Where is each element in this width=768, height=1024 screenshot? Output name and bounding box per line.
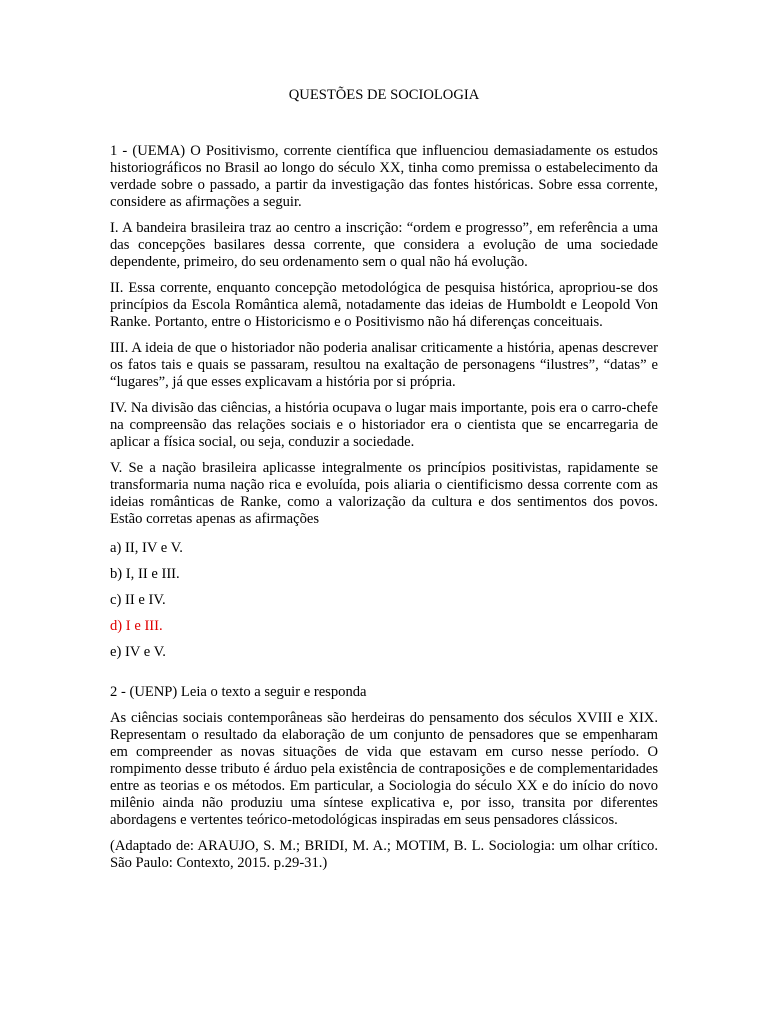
- option-c: c) II e IV.: [110, 592, 166, 608]
- statement-ii: II. Essa corrente, enquanto concepção metodológica de pesquisa histórica, apropriou-se dos princípios da Escola Romântica alemã, notadamente das ideias de Humboldt e Leopold Von Ranke. Portanto, entre o Historicismo e o Positivismo não há diferenças conceituais.: [110, 280, 658, 330]
- question-2: [110, 684, 658, 872]
- question-1: [110, 143, 658, 661]
- statement-v: V. Se a nação brasileira aplicasse integralmente os princípios positivistas, rapidamente se transformaria numa nação rica e evoluída, pois aliaria o cientificismo dessa corrente com as ideias românticas de Ranke, como a valorização da cultura e dos sentimentos dos povos. Estão corretas apenas as afirmações: [110, 460, 658, 527]
- option-a: a) II, IV e V.: [110, 540, 183, 556]
- option-b: b) I, II e III.: [110, 566, 180, 582]
- question-2-source: (Adaptado de: ARAUJO, S. M.; BRIDI, M. A.; MOTIM, B. L. Sociologia: um olhar crítico. São Paulo: Contexto, 2015. p.29-31.): [110, 838, 658, 871]
- question-2-text: As ciências sociais contemporâneas são herdeiras do pensamento dos séculos XVIII e XIX. Representam o resultado da elaboração de um conjunto de pensadores que se empenharam em compreender as novas situações de vida que estavam em curso nesse período. O rompimento desse tributo é árduo pela existência de contraposições e de complementaridades entre as teorias e os métodos. Em particular, a Sociologia do século XX e do início do novo milênio ainda não produziu uma síntese explicativa e, por isso, transita por diferentes abordagens e vertentes teórico-metodológicas inspiradas em seus pensadores clássicos.: [110, 710, 658, 828]
- document-title: QUESTÕES DE SOCIOLOGIA: [288, 87, 480, 103]
- document-page: [110, 87, 658, 881]
- statement-iii: III. A ideia de que o historiador não poderia analisar criticamente a história, apenas descrever os fatos tais e quais se passaram, resultou na exaltação de personagens “ilustres”, “datas” e “lugares”, já que esses explicavam a história por si própria.: [110, 340, 658, 390]
- question-2-intro: 2 - (UENP) Leia o texto a seguir e responda: [110, 684, 367, 700]
- option-e: e) IV e V.: [110, 644, 166, 660]
- question-1-intro: 1 - (UEMA) O Positivismo, corrente científica que influenciou demasiadamente os estudos historiográficos no Brasil ao longo do século XX, tinha como premissa o estabelecimento da verdade sobre o passado, a partir da investigação das fontes históricas. Sobre essa corrente, considere as afirmações a seguir.: [110, 143, 658, 210]
- option-d-correct: d) I e III.: [110, 618, 163, 634]
- statement-iv: IV. Na divisão das ciências, a história ocupava o lugar mais importante, pois era o carro-chefe na compreensão das relações sociais e o historiador era o cientista que se encarregaria de aplicar a física social, ou seja, conduzir a sociedade.: [110, 400, 658, 450]
- statement-i: I. A bandeira brasileira traz ao centro a inscrição: “ordem e progresso”, em referência a uma das concepções basilares dessa corrente, que considera a evolução de uma sociedade dependente, primeiro, do seu ordenamento sem o qual não há evolução.: [110, 220, 658, 270]
- answer-options: [110, 540, 658, 661]
